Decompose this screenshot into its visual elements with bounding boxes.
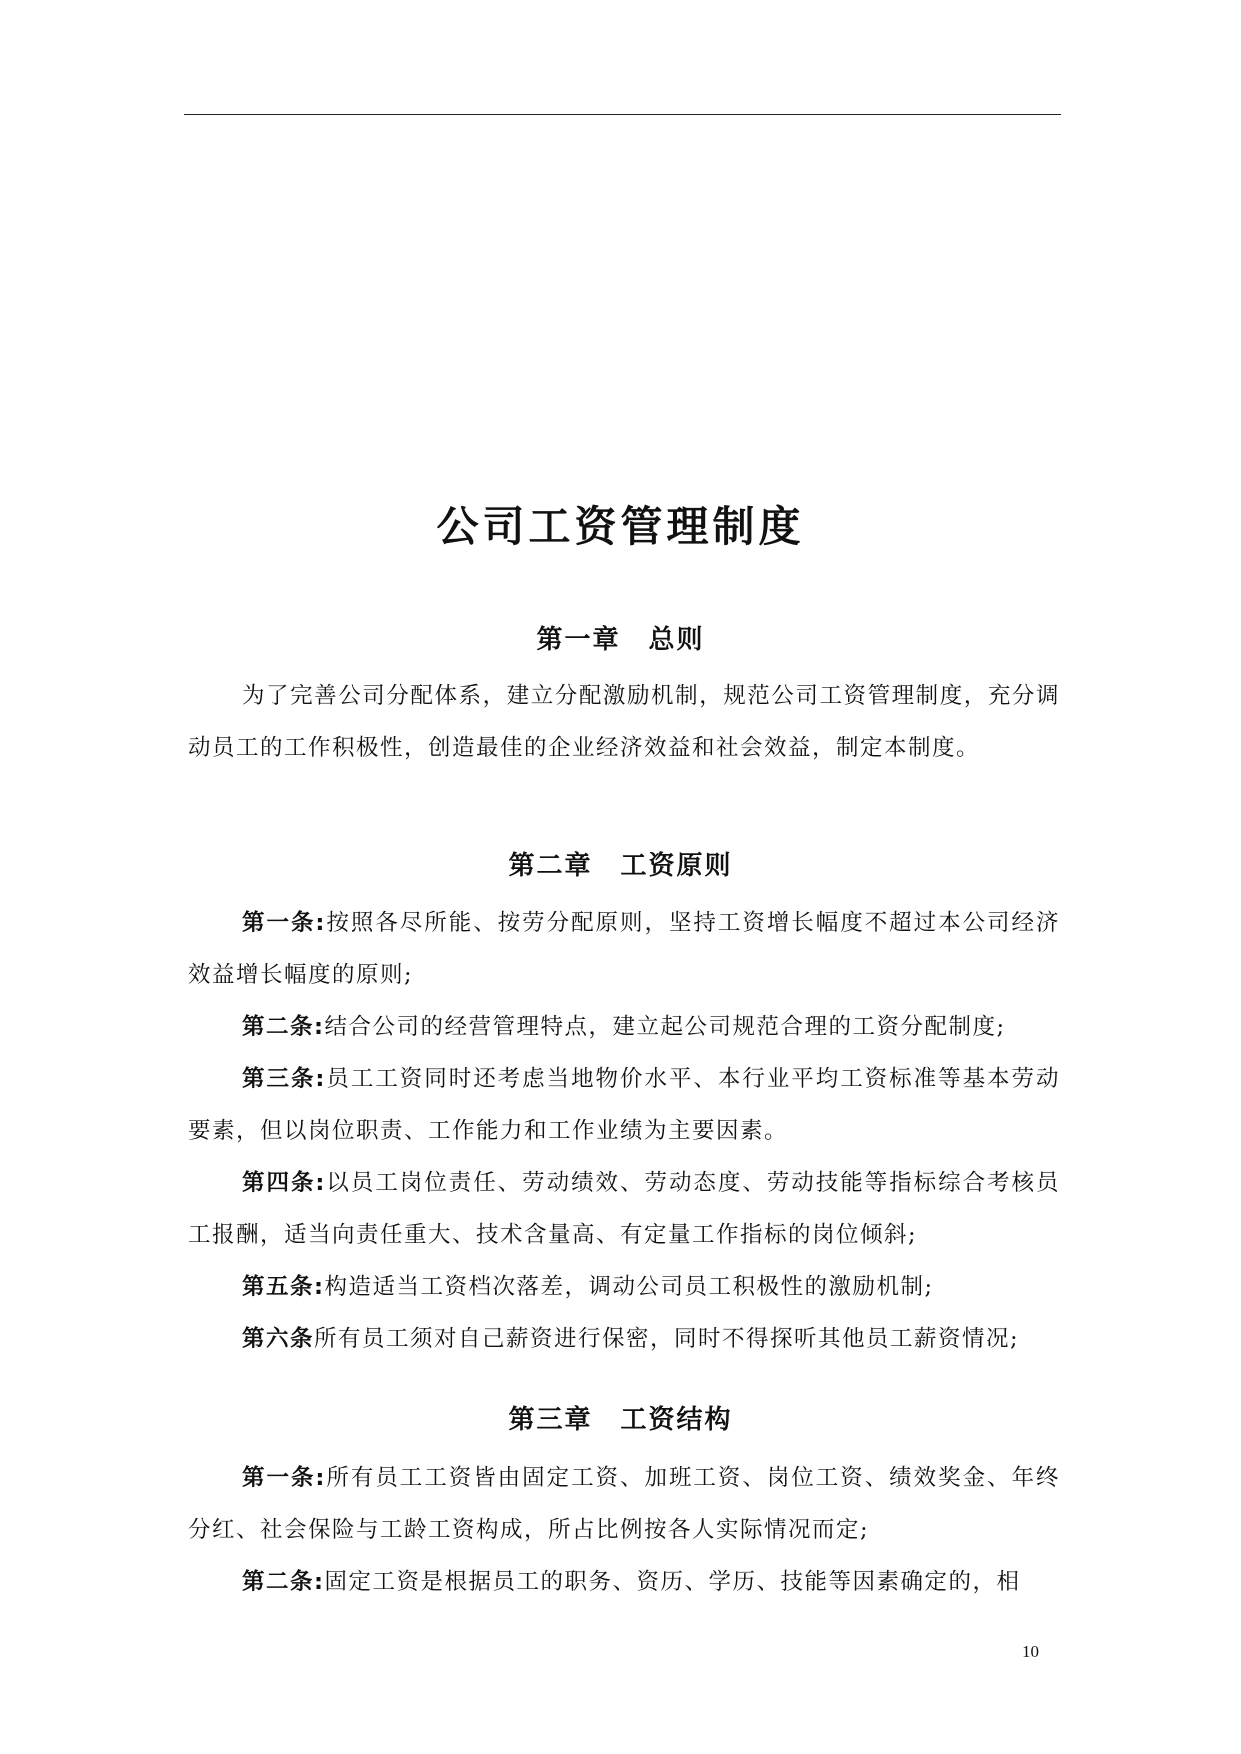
article-text: 为了完善公司分配体系，建立分配激励机制，规范公司工资管理制度，充分调动员工的工作积极性，创造最佳的企业经济效益和社会效益，制定本制度。 (188, 683, 1060, 761)
article-text: 员工工资同时还考虑当地物价水平、本行业平均工资标准等基本劳动要素，但以岗位职责、工作能力和工作业绩为主要因素。 (188, 1066, 1060, 1144)
article-label: 第五条: (242, 1274, 325, 1300)
article-text: 结合公司的经营管理特点，建立起公司规范合理的工资分配制度; (324, 1014, 1006, 1040)
article-label: 第三条: (242, 1066, 326, 1092)
article-label: 第一条: (242, 910, 326, 936)
article-text: 固定工资是根据员工的职务、资历、学历、技能等因素确定的，相 (324, 1569, 1021, 1595)
chapter-2-article-5 (188, 1261, 1060, 1313)
chapter-heading-1: 第一章 总则 (536, 625, 705, 655)
article-label: 第六条 (242, 1326, 315, 1352)
chapter-2-article-3 (188, 1053, 1060, 1157)
chapter-heading-2: 第二章 工资原则 (508, 851, 733, 881)
article-label: 第二条: (242, 1014, 325, 1040)
document-title: 公司工资管理制度 (436, 502, 805, 551)
article-text: 以员工岗位责任、劳动绩效、劳动态度、劳动技能等指标综合考核员工报酬，适当向责任重大、技术含量高、有定量工作指标的岗位倾斜; (188, 1170, 1060, 1248)
chapter-3-article-1 (188, 1452, 1060, 1556)
chapter-1-paragraph-1 (188, 670, 1060, 774)
article-text: 所有员工工资皆由固定工资、加班工资、岗位工资、绩效奖金、年终分红、社会保险与工龄工资构成，所占比例按各人实际情况而定; (188, 1465, 1060, 1543)
article-label: 第二条: (242, 1569, 325, 1595)
article-text: 所有员工须对自己薪资进行保密，同时不得探听其他员工薪资情况; (314, 1326, 1020, 1352)
header-rule (184, 114, 1061, 115)
chapter-2-article-4 (188, 1157, 1060, 1261)
article-text: 构造适当工资档次落差，调动公司员工积极性的激励机制; (324, 1274, 934, 1300)
article-label: 第一条: (242, 1465, 326, 1491)
chapter-heading-3: 第三章 工资结构 (508, 1405, 733, 1435)
page-number: 10 (1022, 1642, 1039, 1661)
article-label: 第四条: (242, 1170, 326, 1196)
chapter-2-article-2 (188, 1001, 1060, 1053)
chapter-2-article-6 (188, 1313, 1060, 1365)
article-text: 按照各尽所能、按劳分配原则，坚持工资增长幅度不超过本公司经济效益增长幅度的原则; (188, 910, 1060, 988)
chapter-3-article-2 (188, 1556, 1060, 1608)
chapter-2-article-1 (188, 897, 1060, 1001)
